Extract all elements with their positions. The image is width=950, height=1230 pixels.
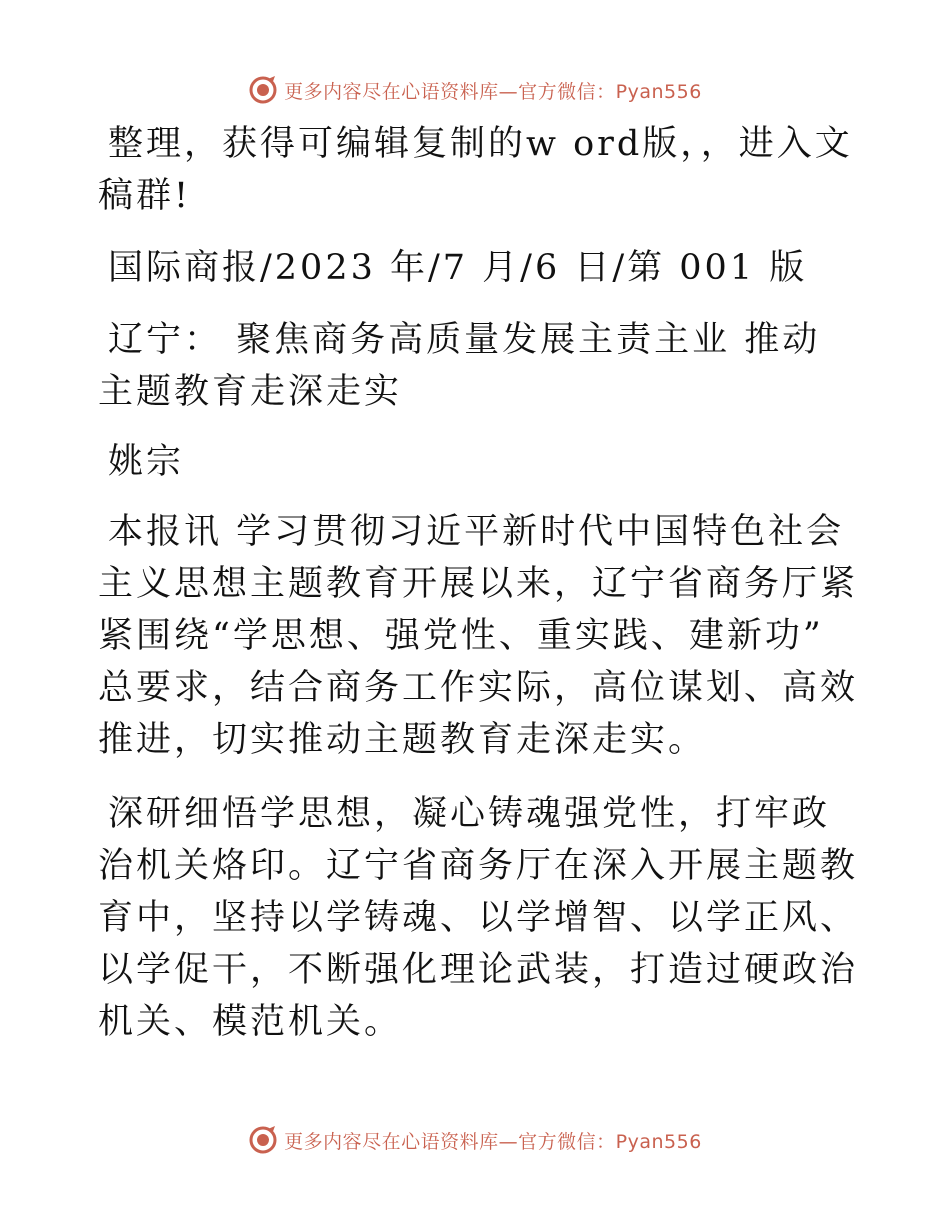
footer-watermark-banner xyxy=(0,1120,950,1160)
header-watermark-banner xyxy=(0,70,950,110)
author-line: 姚宗 xyxy=(108,442,185,482)
banner-text: 更多内容尽在心语资料库—官方微信：Pyan556 xyxy=(284,80,702,103)
body-paragraph: 深研细悟学思想，凝心铸魂强党性，打牢政治机关烙印。辽宁省商务厅在深入开展主题教育中，坚持以学铸魂、以学增智、以学正风、以学促干，不断强化理论武装，打造过硬政治机关、模范机关。 xyxy=(98,794,859,1042)
quill-pen-logo-icon xyxy=(248,1125,278,1155)
banner-text: 更多内容尽在心语资料库—官方微信：Pyan556 xyxy=(284,1130,702,1153)
document-body xyxy=(98,118,858,1070)
article-title: 辽宁： 聚焦商务高质量发展主责主业 推动主题教育走深走实 xyxy=(98,320,821,412)
body-paragraph: 本报讯 学习贯彻习近平新时代中国特色社会主义思想主题教育开展以来，辽宁省商务厅紧紧围绕“学思想、强党性、重实践、建新功” 总要求，结合商务工作实际，高位谋划、高效推进，切实推动主题教育走深走实。 xyxy=(98,512,859,760)
quill-pen-logo-icon xyxy=(248,75,278,105)
intro-paragraph: 整理，获得可编辑复制的w ord版，，进入文稿群! xyxy=(98,124,853,216)
source-line: 国际商报/2023 年/7 月/6 日/第 001 版 xyxy=(108,248,808,288)
